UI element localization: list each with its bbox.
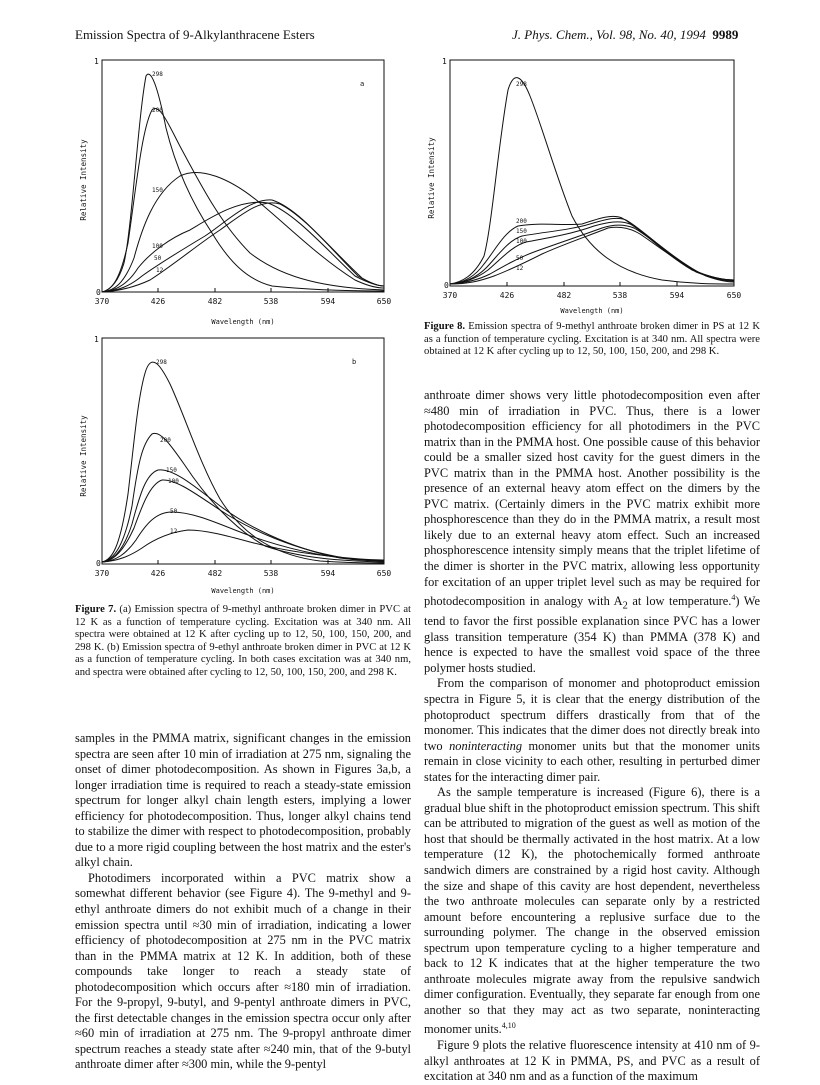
curve-label-298: 298 xyxy=(516,81,527,88)
x-tick-370: 370 xyxy=(442,291,458,300)
x-tick-482: 482 xyxy=(207,569,223,578)
right-text-column xyxy=(424,388,760,1085)
curve-label-150: 150 xyxy=(152,187,163,194)
x-tick-594: 594 xyxy=(320,569,336,578)
figure-8 xyxy=(422,56,752,318)
figure-8-caption xyxy=(424,321,760,359)
y-axis-label: Relative Intensity xyxy=(427,137,436,219)
journal-name: J. Phys. Chem., Vol. 98, No. 40, 1994 xyxy=(512,27,706,42)
curve-label-50: 50 xyxy=(516,255,524,262)
x-tick-594: 594 xyxy=(320,297,336,306)
x-tick-370: 370 xyxy=(94,297,110,306)
paragraph: samples in the PMMA matrix, significant changes in the emission spectra are seen after 10 min of irradiation at 275 nm, signaling the onset of dimer photodecomposition. As shown in Figures 3a,b, a longer irradiation time is required to reach a steady-state emission spectrum for longer alkyl chain length esters, implying a lower efficiency for photodecomposition. Thus, longer alkyl chains tend to stabilize the dimer with respect to photodecomposition, probably due to a more rigid coupling between the host matrix and the ester's alkyl chain. xyxy=(75,731,411,870)
x-tick-538: 538 xyxy=(263,297,279,306)
figure-7b xyxy=(80,334,410,596)
curve-label-200: 200 xyxy=(152,107,163,114)
plot-frame xyxy=(102,338,384,564)
running-title: Emission Spectra of 9-Alkylanthracene Esters xyxy=(75,27,315,42)
y-tick-top: 1 xyxy=(442,57,447,66)
x-axis-label: Wavelength (nm) xyxy=(211,587,275,595)
curve-label-200: 200 xyxy=(516,218,527,225)
x-axis-label: Wavelength (nm) xyxy=(211,318,275,326)
caption-text: Emission spectra of 9-methyl anthroate broken dimer in PS at 12 K as a function of temperature cycling. Excitation is at 340 nm. All spectra were obtained at 12 K after cycling up to 12, 50, 100, 150, 200, and 298 K. xyxy=(424,321,760,358)
y-tick-top: 1 xyxy=(94,335,99,344)
panel-label: b xyxy=(352,358,357,366)
curve-label-50: 50 xyxy=(154,255,162,262)
curve-label-50: 50 xyxy=(170,508,178,515)
x-tick-650: 650 xyxy=(376,569,392,578)
journal-citation xyxy=(512,27,738,43)
figure-7a xyxy=(80,58,410,328)
curve-label-200: 200 xyxy=(160,437,171,444)
curve-label-100: 100 xyxy=(516,238,527,245)
x-tick-594: 594 xyxy=(669,291,685,300)
x-axis-label: Wavelength (nm) xyxy=(560,307,624,315)
curve-label-298: 298 xyxy=(152,71,163,78)
curve-label-298: 298 xyxy=(156,359,167,366)
caption-label: Figure 7. xyxy=(75,604,117,615)
paragraph: From the comparison of monomer and photoproduct emission spectra in Figure 5, it is clear that the energy distribution of the photoproduct spectrum differs drastically from that of the monomer. This indicates that the dimer does not directly break into two noninteracting monomer units but that the monomer units remain in close vicinity to each other, resulting in perturbed dimer states for the interacting dimer pair. xyxy=(424,676,761,784)
spectrum-curve-200 xyxy=(102,433,384,562)
paragraph: anthroate dimer shows very little photodecomposition even after ≈480 min of irradiation in PVC. Thus, there is a lower photodecomposition efficiency for all photodimers in the PVC matrix than in the PMMA host. One possible cause of this behavior could be a smaller sized host cavity for the guest dimers in the PVC matrix than in the PMMA host. Another possibility is the presence of an external heavy atom effect on the dimers by the PVC matrix. (Certainly dimers in the PVC matrix exhibit more phosphorescence than they do in the PMMA matrix, a result most likely due to an external heavy atom effect. Such an increased phosphorescence intensity simply means that the triplet lifetime of the dimer is shorter in the PVC matrix, allowing less opportunity for excitation of an upper triplet level such as may be required for photodecomposition in analogy with $A_2$ at low temperature.$^4$) We tend to favor the first possible explanation since PVC has a lower glass transition temperature (354 K) than PMMA (378 K) and hence is expected to have the smallest void space of the three polymer hosts studied. xyxy=(424,388,760,675)
x-tick-538: 538 xyxy=(263,569,279,578)
spectrum-curve-12 xyxy=(450,227,734,284)
y-axis-label: Relative Intensity xyxy=(79,415,88,497)
plot-frame xyxy=(102,60,384,292)
curve-label-12: 12 xyxy=(170,528,178,535)
x-tick-426: 426 xyxy=(150,297,166,306)
x-tick-650: 650 xyxy=(376,297,392,306)
curve-label-100: 100 xyxy=(152,243,163,250)
curve-label-100: 100 xyxy=(168,478,179,485)
spectrum-curve-150 xyxy=(450,218,734,284)
y-tick-bottom: 0 xyxy=(96,288,101,297)
y-tick-bottom: 0 xyxy=(96,559,101,568)
caption-label: Figure 8. xyxy=(424,321,466,332)
x-tick-426: 426 xyxy=(499,291,515,300)
spectrum-curve-150 xyxy=(102,470,384,562)
spectrum-curve-100 xyxy=(102,202,384,292)
spectrum-curve-200 xyxy=(102,109,384,292)
left-text-column xyxy=(75,731,411,1073)
x-tick-538: 538 xyxy=(612,291,628,300)
curve-label-12: 12 xyxy=(156,267,164,274)
curve-label-150: 150 xyxy=(166,467,177,474)
page-number: 9989 xyxy=(712,27,739,42)
x-tick-482: 482 xyxy=(556,291,572,300)
panel-label: a xyxy=(360,80,365,88)
y-tick-top: 1 xyxy=(94,57,99,66)
x-tick-426: 426 xyxy=(150,569,166,578)
curve-label-12: 12 xyxy=(516,265,524,272)
spectrum-curve-12 xyxy=(102,530,384,562)
paragraph: Photodimers incorporated within a PVC matrix show a somewhat different behavior (see Figure 4). The 9-methyl and 9-ethyl anthroate dimers do not exhibit much of a change in their emission spectra until ≈30 min of irradiation, indicating a lower efficiency of photodecomposition at 275 nm in the PVC matrix than in the PMMA matrix at 12 K. In addition, both of these compounds take longer to reach a steady state of photodecomposition which occurs after ≈180 min of irradiation. For the 9-propyl, 9-butyl, and 9-pentyl anthroate dimers in PVC, the first detectable changes in the emission spectra occur only after ≈60 min of irradiation at 275 nm. The 9-propyl anthroate dimer spectrum reaches a steady state after ≈240 min, that of the 9-butyl anthroate dimer after ≈300 min, while the 9-pentyl xyxy=(75,870,411,1072)
paragraph: As the sample temperature is increased (Figure 6), there is a gradual blue shift in the photoproduct emission spectrum. This shift can be attributed to migration of the guest as well as motion of the host that should be thermally activated in the host matrix. At a low temperature (12 K), the photochemically formed anthroate sandwich dimers are constrained by a rigid host cavity. Although the size and shape of this cavity are host dependent, nevertheless the two anthroate molecules can separate only by a restricted amount before encountering a replusive surface due to the surrounding polymer. The change in the observed emission spectrum upon temperature cycling to a higher temperature and back to 12 K indicates that at the higher temperature the two anthroate molecules migrate away from the repulsive sandwich dimer configuration. Eventually, they separate far enough from one another so that they may act as two separate, noninteracting monomer units.$^{4,10}$ xyxy=(424,785,760,1037)
y-tick-bottom: 0 xyxy=(444,281,449,290)
caption-text: (a) Emission spectra of 9-methyl anthroate broken dimer in PVC at 12 K as a function of temperature cycling. Excitation was at 340 nm. All spectra were obtained at 12 K after cycling up to 12, 50, 100, 150, 200, and 298 K. (b) Emission spectra of 9-ethyl anthroate broken dimer in PVC at 12 K as a function of temperature cycling. In both cases excitation was at 340 nm, and spectra were obtained after cycling to 12, 50, 100, 150, 200, and 298 K. xyxy=(75,604,411,678)
curve-label-150: 150 xyxy=(516,228,527,235)
spectrum-curve-50 xyxy=(102,512,384,562)
x-tick-370: 370 xyxy=(94,569,110,578)
paragraph: Figure 9 plots the relative fluorescence intensity at 410 nm of 9-alkyl anthroates at 12 K in PMMA, PS, and PVC as a result of excitation at 340 nm and as a function of the maximum xyxy=(424,1038,760,1084)
figure-7-caption xyxy=(75,604,411,680)
y-axis-label: Relative Intensity xyxy=(79,139,88,221)
x-tick-482: 482 xyxy=(207,297,223,306)
spectrum-curve-12 xyxy=(102,203,384,292)
x-tick-650: 650 xyxy=(726,291,742,300)
